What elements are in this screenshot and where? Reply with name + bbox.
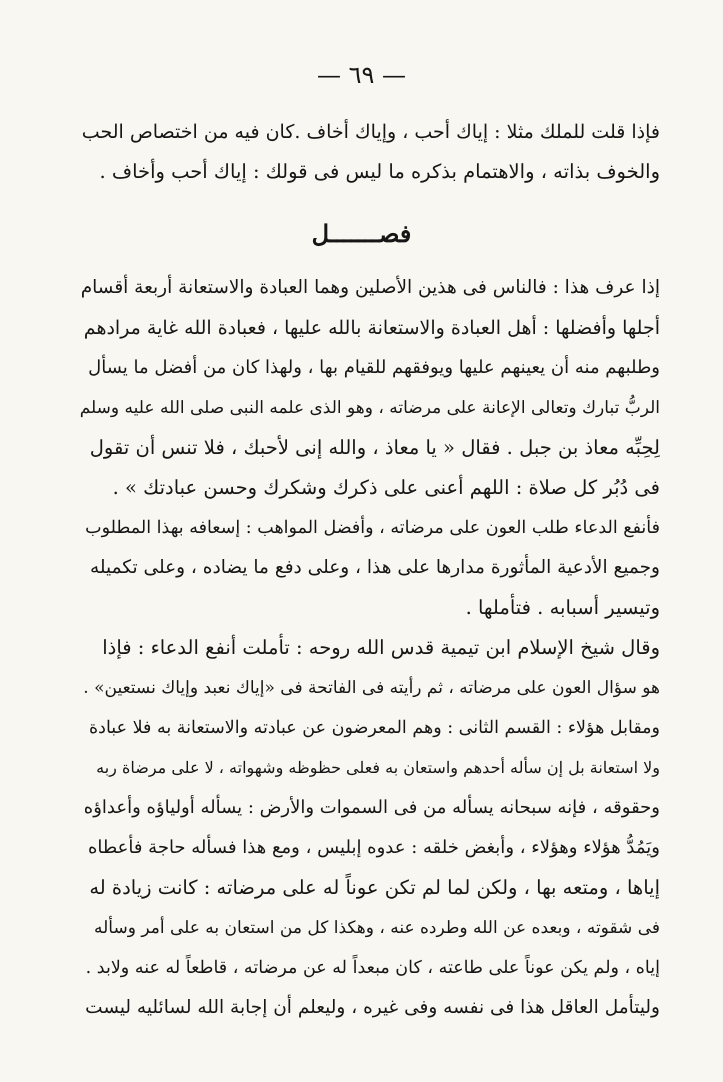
- text-line: فإذا قلت للملك مثلا : إياك أحب ، وإياك أخاف .كان فيه من اختصاص الحب: [81, 121, 660, 143]
- text-line: فى شقوته ، وبعده عن الله وطرده عنه ، وهكذا كل من استعان به على أمر وسأله: [94, 918, 660, 938]
- page-number: — ٦٩ —: [316, 61, 407, 89]
- text-line: الربُّ تبارك وتعالى الإعانة على مرضاته ، وهو الذى علمه النبى صلى الله عليه وسلم: [80, 398, 660, 418]
- text-line: وحقوقه ، فإنه سبحانه يسأله من فى السموات والأرض : يسأله أولياؤه وأعداؤه: [83, 797, 660, 818]
- text-line: فى دُبُر كل صلاة : اللهم أعنى على ذكرك وشكرك وحسن عبادتك » .: [112, 476, 660, 499]
- text-line: فأنفع الدعاء طلب العون على مرضاته ، وأفضل المواهب : إسعافه بهذا المطلوب: [85, 518, 660, 538]
- text-line: وطلبهم منه أن يعينهم عليها ويوفقهم للقيام بها ، ولهذا كان من أفضل ما يسأل: [88, 357, 660, 378]
- section-heading: فصـــــــل: [311, 219, 412, 248]
- text-line: وليتأمل العاقل هذا فى نفسه وفى غيره ، وليعلم أن إجابة الله لسائليه ليست: [85, 997, 660, 1018]
- text-line: ويَمُدُّ هؤلاء وهؤلاء ، وأبغض خلقه : عدوه إبليس ، ومع هذا فسأله حاجة فأعطاه: [87, 837, 660, 858]
- text-line: وتيسير أسبابه . فتأملها .: [465, 596, 660, 619]
- opening-paragraph: [80, 112, 660, 192]
- text-line: وقال شيخ الإسلام ابن تيمية قدس الله روحه : تأملت أنفع الدعاء : فإذا: [102, 636, 660, 659]
- text-line: أجلها وأفضلها : أهل العبادة والاستعانة بالله عليها ، فعبادة الله غاية مرادهم: [83, 317, 660, 339]
- text-line: لِحِبِّه معاذ بن جبل . فقال « يا معاذ ، والله إنى لأحبك ، فلا تنس أن تقول: [89, 436, 660, 459]
- text-line: إياها ، ومتعه بها ، ولكن لما لم تكن عوناً له على مرضاته : كانت زيادة له: [89, 876, 660, 899]
- text-line: إذا عرف هذا : فالناس فى هذين الأصلين وهما العبادة والاستعانة أربعة أقسام: [80, 277, 660, 298]
- text-line: والخوف بذاته ، والاهتمام بذكره ما ليس فى قولك : إياك أحب وأخاف .: [99, 160, 660, 183]
- text-line: إياه ، ولم يكن عوناً على طاعته ، كان مبعداً له عن مرضاته ، قاطعاً له عنه ولابد .: [85, 958, 660, 978]
- text-line: وجميع الأدعية المأثورة مدارها على هذا ، وعلى دفع ما يضاده ، وعلى تكميله: [89, 557, 660, 578]
- text-line: ومقابل هؤلاء : القسم الثانى : وهم المعرضون عن عبادته والاستعانة به فلا عبادة: [89, 718, 660, 738]
- text-line: هو سؤال العون على مرضاته ، ثم رأيته فى الفاتحة فى «إياك نعبد وإياك نستعين» .: [83, 678, 660, 698]
- body-text: [80, 268, 660, 1028]
- text-line: ولا استعانة بل إن سأله أحدهم واستعان به فعلى حظوظه وشهواته ، لا على مرضاة ربه: [96, 758, 660, 777]
